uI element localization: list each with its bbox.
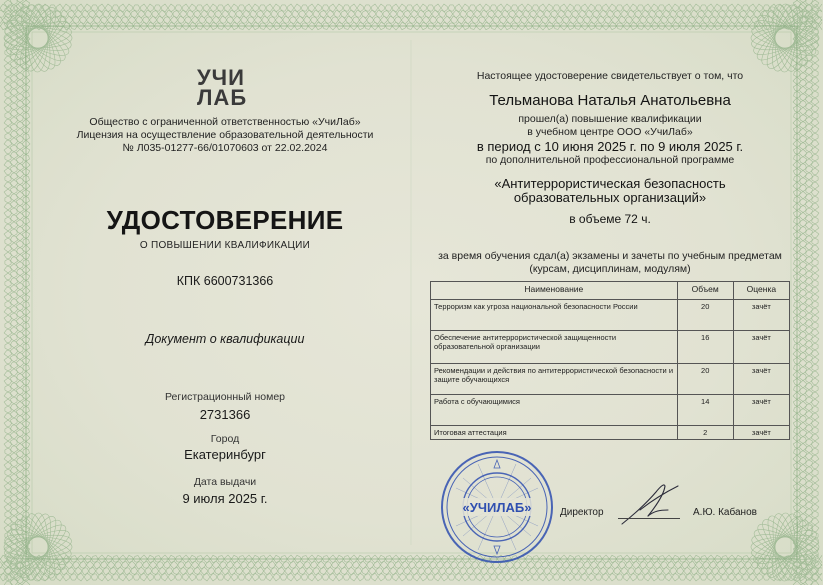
- logo-line-1: УЧИ: [197, 65, 245, 90]
- subject-volume: 16: [677, 331, 733, 364]
- org-name: Общество с ограниченной ответственностью «УчиЛаб»: [89, 116, 361, 128]
- logo-line-2: ЛАБ: [197, 85, 248, 110]
- subject-volume: 20: [677, 300, 733, 331]
- subject-grade: зачёт: [733, 395, 789, 426]
- subject-volume: 14: [677, 395, 733, 426]
- subject-grade: зачёт: [733, 300, 789, 331]
- grades-header-row: [431, 282, 790, 300]
- training-period: в период с 10 июня 2025 г. по 9 июля 2025 г.: [476, 139, 744, 154]
- exams-line-1: за время обучения сдал(а) экзамены и зачеты по учебным предметам: [438, 250, 782, 262]
- org-license-number: № Л035-01277-66/01070603 от 22.02.2024: [122, 142, 328, 154]
- document-type: Документ о квалификации: [145, 332, 305, 346]
- certificate-title: УДОСТОВЕРЕНИЕ: [106, 205, 344, 235]
- registration-number: 2731366: [199, 407, 251, 422]
- registration-label: Регистрационный номер: [165, 391, 285, 403]
- organization-info: [60, 116, 390, 155]
- certificate-subtitle: О ПОВЫШЕНИИ КВАЛИФИКАЦИИ: [139, 240, 311, 251]
- table-row: [431, 364, 790, 395]
- recipient-name: Тельманова Наталья Анатольевна: [489, 92, 731, 109]
- program-intro: по дополнительной профессиональной программе: [485, 154, 735, 166]
- uchilab-logo: [197, 65, 257, 110]
- table-row: [431, 300, 790, 331]
- subject-grade: зачёт: [733, 364, 789, 395]
- organization-stamp: [438, 448, 556, 566]
- org-license: Лицензия на осуществление образовательной деятельности: [76, 129, 374, 141]
- city-value: Екатеринбург: [184, 447, 266, 462]
- header-volume: Объем: [677, 282, 733, 300]
- certification-intro: Настоящее удостоверение свидетельствует о том, что: [476, 70, 744, 82]
- subject-grade: зачёт: [733, 331, 789, 364]
- subject-name: Обеспечение антитеррористической защищенности образовательной организации: [431, 331, 678, 364]
- subject-volume: 20: [677, 364, 733, 395]
- subject-name: Терроризм как угроза национальной безопасности России: [431, 300, 678, 331]
- program-title-line-2: образовательных организаций»: [513, 190, 707, 205]
- subject-name: Рекомендации и действия по антитеррористической безопасности и защите обучающихся: [431, 364, 678, 395]
- stamp-text: «УЧИЛАБ»: [462, 500, 532, 515]
- subject-grade: зачёт: [733, 426, 789, 440]
- subject-name: Итоговая аттестация: [431, 426, 678, 440]
- issue-date-value: 9 июля 2025 г.: [182, 491, 268, 506]
- city-label: Город: [210, 433, 240, 445]
- program-volume: в объеме 72 ч.: [569, 212, 651, 226]
- director-name: А.Ю. Кабанов: [693, 507, 757, 518]
- director-label: Директор: [560, 507, 604, 518]
- header-name: Наименование: [431, 282, 678, 300]
- table-row: [431, 426, 790, 440]
- table-row: [431, 395, 790, 426]
- director-signature: [618, 480, 684, 530]
- program-title-line-1: «Антитеррористическая безопасность: [494, 176, 726, 191]
- table-row: [431, 331, 790, 364]
- signature-line: [618, 518, 680, 519]
- header-grade: Оценка: [733, 282, 789, 300]
- exams-statement: [430, 250, 790, 276]
- passed-text: прошел(а) повышение квалификации: [518, 113, 702, 125]
- training-center: в учебном центре ООО «УчиЛаб»: [527, 126, 693, 138]
- grades-table: [430, 281, 790, 440]
- exams-line-2: (курсам, дисциплинам, модулям): [529, 263, 691, 275]
- issue-date-label: Дата выдачи: [193, 476, 257, 488]
- subject-volume: 2: [677, 426, 733, 440]
- program-title: [430, 177, 790, 205]
- certificate-number: КПК 6600731366: [176, 274, 274, 288]
- subject-name: Работа с обучающимися: [431, 395, 678, 426]
